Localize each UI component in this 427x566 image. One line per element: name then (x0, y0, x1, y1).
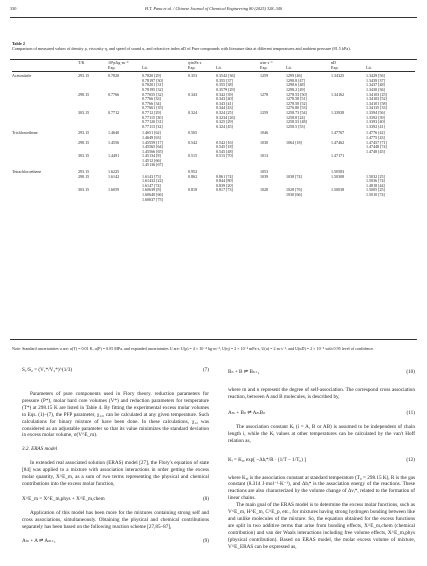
table-cell: 1278.53 [50] (286, 91, 307, 97)
table-row (12, 72, 415, 79)
table-cell: 0.353 (188, 73, 198, 79)
table-cell: 1.5005 [25] (366, 187, 385, 193)
table-cell: 303.15 (78, 109, 90, 115)
table-cell: 1258.8 [24] (286, 114, 305, 120)
table-row (12, 168, 415, 175)
table-cell: 0.343 [40] (216, 96, 233, 102)
table-cell: 0.342 [39] (216, 91, 233, 97)
table-cell: 1.50308 (331, 173, 345, 179)
table-cell: 1.3429 [56] (366, 73, 385, 79)
table-cell: 1038 [74] (286, 173, 302, 179)
table-cell: 1.4748 [45] (366, 148, 385, 154)
table-cell: 0.862 (188, 173, 198, 179)
table-cell: 1.4776 [42] (366, 130, 385, 136)
table-cell: 1.4818 [44] (366, 182, 385, 188)
table-cell: Lit. (142, 66, 188, 72)
table-cell: 0.545 [18] (216, 144, 233, 150)
table-cell: Lit. (216, 66, 260, 72)
table-cell: 1258.73 [54] (286, 109, 307, 115)
table-cell: 1.3394 [56] (366, 109, 385, 115)
table-cell: 1.5010 [74] (366, 192, 385, 198)
table-cell: 0.3579 [29] (216, 86, 235, 92)
equation-10-formula: Bₙ + B ⇌ Bₙ₊₁ (228, 369, 260, 375)
table-cell: 0.952 (188, 169, 198, 175)
page-number: 330 (10, 6, 17, 11)
table-caption (12, 41, 415, 51)
table-cell: 0.355 [37] (216, 77, 233, 83)
equation-12-number: (12) (406, 456, 415, 463)
paragraph-degree-association: where m and n represent the degree of self-association. The correspond cross association reaction, between A and B molecules, is described by, (228, 387, 415, 400)
table-cell: Lit. (286, 66, 331, 72)
table-cell: 1278.58 [51] (286, 96, 307, 102)
table-cell: 1053 (260, 169, 269, 175)
equation-11-formula: Aₘ + Bₙ ⇌ AₘBₙ (228, 409, 266, 416)
table-cell: 0.7766 [34] (142, 100, 161, 106)
table-cell: 1259 (260, 109, 269, 115)
table-cell: Exp. (108, 66, 142, 72)
table-cell (188, 198, 216, 203)
equation-8 (22, 492, 209, 510)
table-cell: 1.50038 (331, 187, 345, 193)
table-cell: 0.343 (188, 91, 198, 97)
equation-9 (22, 535, 209, 549)
table-cell: 1.5032 [25] (366, 173, 385, 179)
table-row (12, 198, 415, 203)
table-cell: 1.34135 [33] (366, 105, 387, 111)
table-cell: 1.4556 (108, 139, 120, 145)
table-cell: 1.3392 [41] (366, 123, 385, 129)
table-cell: 0.7712 [29] (142, 109, 161, 115)
table-cell: 0.7820 (108, 73, 120, 79)
table-cell: 1.34325 (331, 73, 345, 79)
table-cell (216, 129, 260, 136)
table-cell: 1.3393 [40] (366, 119, 385, 125)
table-cell: 0.3542 [36] (216, 73, 235, 79)
table-cell: 0.344 [43] (216, 105, 233, 111)
equation-7-number: (7) (202, 367, 209, 373)
table-cell: 0.324 [45] (216, 123, 233, 129)
table-cell: 1278.50 [52] (286, 100, 307, 106)
table-cell: Exp. (331, 66, 366, 72)
table-cell: 0.515 [70] (216, 153, 233, 159)
table-cell: 0.3234 [26] (216, 114, 235, 120)
table-cell: 0.545 [48] (216, 148, 233, 154)
table-cell: Exp. (260, 66, 286, 72)
paragraph-eras-intro: In extended real associated solution (ERAS) model [27], the Flory's equation of state [84] was applied to a mixture with association interactions in order getting the excess molar quantity, X^E_m, as a sum of two terms representing the physical and chemical contributions into the excess molar function, (22, 460, 209, 487)
table-cell: T/K (78, 60, 85, 65)
table-cell: 1.47462 (331, 139, 345, 145)
table-cell: 1013 (260, 153, 269, 159)
equation-7-formula: S₁/S₂ = (V₁*/V₂*)^(1/3) (22, 367, 73, 373)
table-cell: 1.45565 [64] (142, 144, 163, 150)
table-cell: Exp. (188, 66, 216, 72)
table-cell: 1028 [76] (286, 187, 302, 193)
table-cell (331, 198, 366, 203)
table-cell (12, 198, 78, 203)
paragraph-reaction-scheme: Application of this model has been more for the mixtures containing strong self and cross associations, simultaneously. Obtaining the physical and chemical contributions separately has been based on the following reaction scheme [27,85–87], (22, 509, 209, 530)
header-rule (10, 17, 417, 18)
table-cell: 1.34103 [52] (366, 96, 387, 102)
table-cell: 1.47767 (331, 130, 345, 136)
right-column (228, 355, 415, 551)
table-cell (108, 198, 142, 203)
table-cell: 1.3437 [48] (366, 82, 385, 88)
table-cell: 0.839 [20] (216, 182, 233, 188)
table-cell: 0.817 [73] (216, 187, 233, 193)
table-cell: 1.61432 [22] (142, 178, 163, 184)
table-cell: 298.15 (78, 91, 90, 97)
table-cell: 0.515 (188, 153, 198, 159)
table-cell: 1.4491 (108, 153, 120, 159)
table-cell: 1.4649 [63] (142, 134, 161, 140)
table-cell: 0.355 [38] (216, 82, 233, 88)
table-cell: 1.6147 [74] (142, 182, 161, 188)
equation-10-number: (10) (406, 369, 415, 375)
table-cell: 1.34162 (331, 91, 345, 97)
table-cell: 0.77661 [35] (142, 105, 163, 111)
table-cell: 1298.6 [48] (286, 82, 305, 88)
table-cell: 1.6225 (108, 169, 120, 175)
table-cell: 0.844 [80] (216, 178, 233, 184)
table-cell: 1.45566 [65] (142, 148, 163, 154)
table-cell: 1.50583 (331, 169, 345, 175)
table-cell: 1258.5 [55] (286, 123, 305, 129)
equation-11 (228, 406, 415, 424)
table-cell: nD (331, 60, 336, 65)
paragraph-flory-parameters: Parameters of pure components used in Flory theory. reduction parameters for pressure (P*), molar hard core volumes (V*) and reduction parameters for temperature (T*) at 298.15 K are listed in Table 4. By fitting the experimental excess molar volumes to Eqs. (1)–(7), the PFP parameter, χ₁₂, can be calculated at any given temperature. Such calculations for binary mixture of have been done. In these calculations, χ₁₂ was considered as an adjustable parameter so that its value minimizes the standard deviation in excess molar volume, σ(V^E_m). (22, 391, 209, 439)
table-cell: 303.15 (78, 187, 90, 193)
table-cell (286, 129, 331, 136)
table-cell: 0.542 [16] (216, 139, 233, 145)
table-cell: 0.7766 [33] (142, 96, 161, 102)
table-cell: 1030 [66] (286, 192, 302, 198)
paragraph-association-constant: The association constant Kᵢ (i = A, B or AB) is assumed to be independent of chain length i, while the Kᵢ values at other temperatures can be calculated by the van't Hoff relation as, (228, 423, 415, 444)
paragraph-eras-goal: The main goal of the ERAS model is to determine the excess molar functions, such as V^E_m, H^E_m, C^E_p, etc., for mixtures having strong hydrogen bonding between like and unlike molecules of the mixture. So, the equation obtained for the excess functions are split in two additive terms that arise from bonding effects, X^E_m,chem (chemical contribution) and van der Waals interactions including free volume effects, X^E_m,phys (physical contribution). Based on ERAS model, the molar excess volume of mixture, V^E_ERAS can be expressed as, (228, 502, 415, 550)
table-cell: 293.15 (78, 169, 90, 175)
table-cell: 0.77113 [32] (142, 123, 163, 129)
table-cell: 0.818 (188, 187, 198, 193)
table-label: Table 2 (12, 41, 25, 46)
table-bottom-rule (10, 339, 417, 340)
table-cell: 1.3439 [37] (366, 77, 385, 83)
table-cell: Tetrachloroethene (12, 169, 42, 175)
table-cell: 293.15 (78, 130, 90, 136)
table-cell: 10³ρ/kg·m⁻³ (108, 60, 129, 65)
table-cell: 1.47448 [74] (366, 144, 387, 150)
journal-reference: H.T. Pana et al. / Chinese Journal of Chemical Engineering 80 (2025) 328–340 (144, 6, 283, 11)
table-cell: 0.78197 [30] (142, 77, 163, 83)
table-cell: 1259 (260, 73, 269, 79)
table-cell: 1.4775 [43] (366, 134, 385, 140)
table-cell (260, 198, 286, 203)
table-cell (78, 198, 108, 203)
equation-9-number: (9) (202, 537, 209, 544)
table-cell: Trichloroethene (12, 130, 38, 136)
table-cell: 1298.2 [49] (286, 86, 305, 92)
table-cell: 0.324 (188, 109, 198, 115)
table-cell: 1299 [46] (286, 73, 302, 79)
table-cell: 1276.80 [53] (286, 105, 307, 111)
table-cell: 0.324 [25] (216, 109, 233, 115)
table-cell: 1.4640 (108, 130, 120, 136)
table-cell (286, 198, 331, 203)
data-table (12, 60, 415, 202)
table-cell: Lit. (366, 66, 415, 72)
table-cell: 1.45134 [8] (142, 153, 161, 159)
equation-8-number: (8) (202, 495, 209, 502)
equation-9-formula: Aₘ + A ⇌ Aₘ₊₁ (22, 537, 56, 544)
table-body (12, 60, 415, 202)
table-cell: 1.47457 [71] (366, 139, 387, 145)
table-cell: 1.60639 [8] (142, 187, 161, 193)
table-cell: 0.565 (188, 130, 198, 136)
table-cell: 1046 (260, 130, 269, 136)
table-row (12, 129, 415, 136)
table-cell: 1.5036 [74] (366, 178, 385, 184)
table-cell: 0.542 (188, 139, 198, 145)
table-cell: 0.77115 [30] (142, 114, 163, 120)
equation-12-formula: Kᵢ = K₀ᵢ exp[ −Δhᵢ*/R · (1/T − 1/T₀) ] (228, 456, 306, 463)
table-cell: 1.45559 [17] (142, 139, 163, 145)
table-note: Note: Standard uncertainties u are: u(T) = 0.01 K, u(P) = 0.05 MPa, and expanded uncertainties U are: U(ρ) = 4 × 10⁻⁴ kg·m⁻³, U(η) = 2 × 10⁻³ mPa·s, U(u) = 2 m·s⁻¹, and U(nD) = 2 × 10⁻⁵ with 0.95 level of confidence. (12, 346, 375, 351)
paragraph-association-energy: where K₀ᵢ is the association constant at standard temperature (T₀ = 298.15 K), R is the gas constant (8.314 J·mol⁻¹·K⁻¹), and Δhᵢ* is the association energy of the reactions. These reactions are also characterized by the volume change of Δvᵢ*, related to the formation of linear chains. (228, 474, 415, 502)
section-heading-eras: 3.2. ERAS model (22, 446, 58, 453)
equation-12 (228, 449, 415, 475)
table-cell: 1258.53 [48] (286, 119, 307, 125)
table-cell: 0.77120 [31] (142, 119, 163, 125)
table-cell: 1.3392 [39] (366, 114, 385, 120)
table-cell: 1.6059 (108, 187, 120, 193)
table-cell: 1064 [18] (286, 139, 302, 145)
table-cell (366, 198, 415, 203)
running-header (10, 6, 417, 14)
table-cell (216, 198, 260, 203)
table-cell: 1039 (260, 173, 269, 179)
table-cell: 303.15 (78, 153, 90, 159)
equation-8-formula: X^E_m = X^E_m,phys + X^E_m,chem (22, 495, 105, 502)
table-cell: 0.861 [74] (216, 173, 233, 179)
table-cell: 0.77655 [32] (142, 91, 163, 97)
table-cell: 0.78201 [31] (142, 82, 163, 88)
table-cell: 1.47171 (331, 153, 345, 159)
equation-10 (228, 363, 415, 387)
left-column (22, 355, 209, 549)
table-cell: 1.33928 (331, 109, 345, 115)
table-cell: 1.4512 [66] (142, 157, 161, 163)
table-cell: 0.7820 [29] (142, 73, 161, 79)
table-cell: η/mPa·s (188, 60, 202, 65)
table-cell: 1278 (260, 91, 269, 97)
equation-11-number: (11) (406, 409, 415, 416)
table-cell: 1.34101 [58] (366, 100, 387, 106)
table-cell: 0.325 [29] (216, 119, 233, 125)
table-cell: 1028 (260, 187, 269, 193)
table-cell: 1.34103 [25] (366, 91, 387, 97)
table-cell: 1.4651 [62] (142, 130, 161, 136)
table-cell: u/m·s⁻¹ (260, 60, 273, 65)
table-cell: 0.343 [41] (216, 100, 233, 106)
table-cell: 298.15 (78, 173, 90, 179)
table-cell: 1.60640 [66] (142, 192, 163, 198)
equation-7 (22, 361, 209, 391)
table-cell: Acetonitrile (12, 73, 32, 79)
table-cell: 0.7712 (108, 109, 120, 115)
table-cell: 1.3430 [36] (366, 86, 385, 92)
table-cell: 1.6143 [73] (142, 173, 161, 179)
table-cell: 1.45136 [67] (142, 162, 163, 168)
table-cell: 1.6142 (108, 173, 120, 179)
table-cell: 1030 (260, 139, 269, 145)
table-cell: 1.60637 [75] (142, 196, 163, 202)
table-cell: 0.7766 (108, 91, 120, 97)
table-cell: 293.15 (78, 73, 90, 79)
table-cell: 1298.8 [47] (286, 77, 305, 83)
table-caption-text: Comparison of measured values of density ρ, viscosity η, and speed of sound u, and refractive index nD of Pure compounds with literature data at different temperatures and ambient pressure (81.5 kPa). (12, 46, 351, 52)
table-cell: 0.78195 [32] (142, 86, 163, 92)
table-cell: 298.15 (78, 139, 90, 145)
